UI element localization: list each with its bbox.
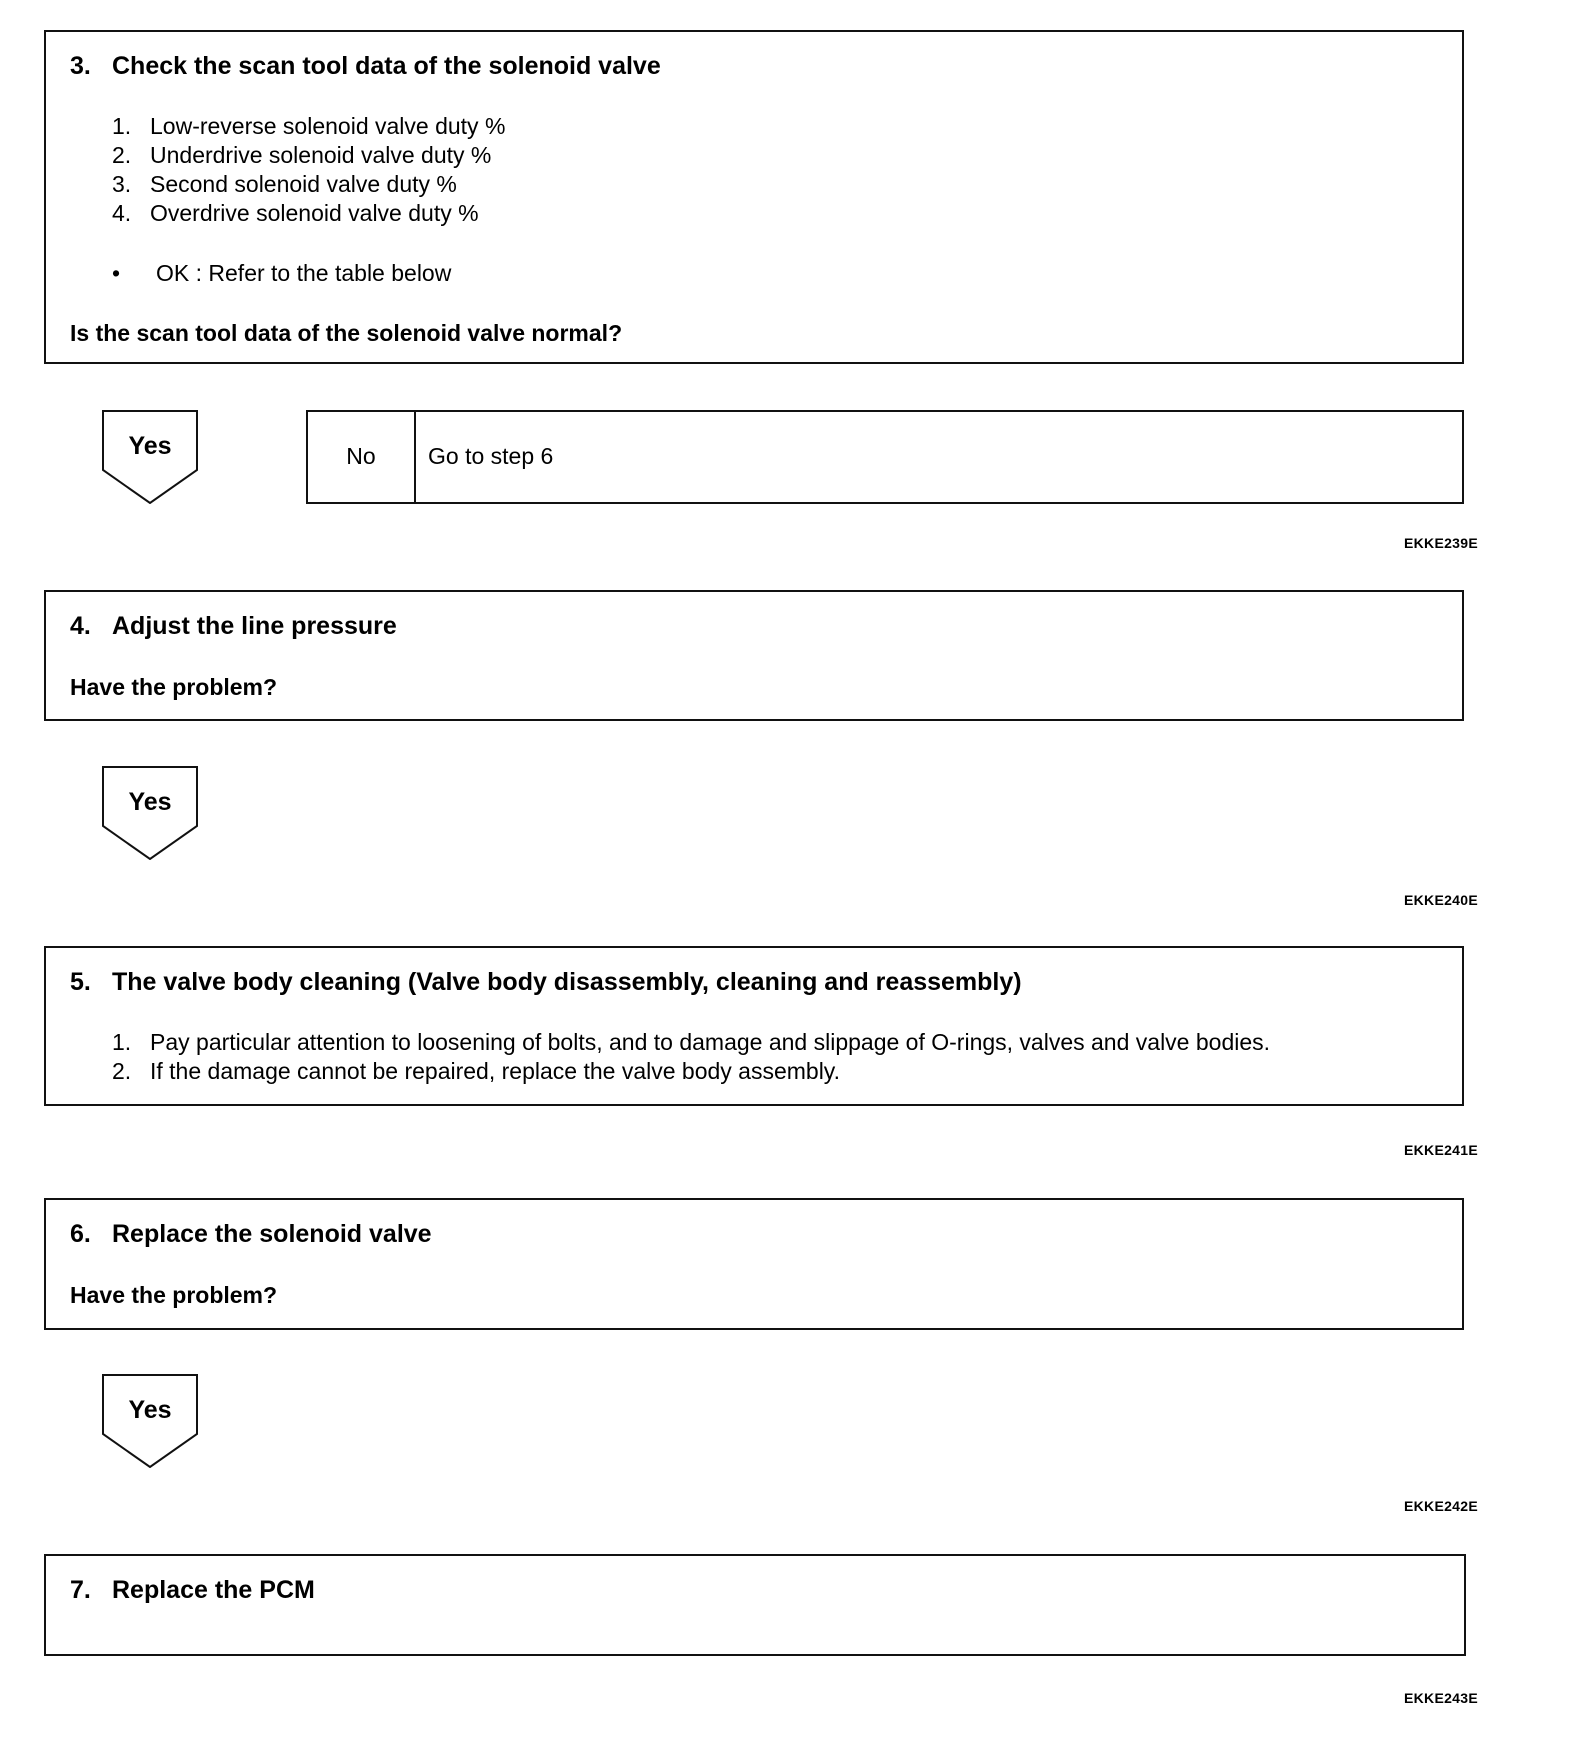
step-3-title: 3. Check the scan tool data of the solenoid valve: [70, 52, 661, 80]
figure-code: EKKE241E: [1404, 1142, 1478, 1158]
step-4-yes-arrow: Yes: [102, 766, 198, 860]
step-3-no-box: [306, 410, 1464, 504]
step-3-list: [112, 112, 505, 228]
figure-code: EKKE239E: [1404, 535, 1478, 551]
list-item: 4. Overdrive solenoid valve duty %: [112, 200, 479, 226]
step-5-title: 5. The valve body cleaning (Valve body disassembly, cleaning and reassembly): [70, 968, 1022, 996]
bullet-dot-icon: •: [112, 260, 121, 286]
step-5-box: [44, 946, 1464, 1106]
list-item: 3. Second solenoid valve duty %: [112, 171, 457, 197]
figure-code: EKKE240E: [1404, 892, 1478, 908]
no-label: No: [308, 412, 416, 502]
step-3-question: Is the scan tool data of the solenoid valve normal?: [70, 320, 623, 346]
figure-code: EKKE242E: [1404, 1498, 1478, 1514]
step-6-question: Have the problem?: [70, 1282, 278, 1308]
step-7-box: [44, 1554, 1466, 1656]
step-4-box: [44, 590, 1464, 721]
step-6-box: [44, 1198, 1464, 1330]
list-item: 2. Underdrive solenoid valve duty %: [112, 142, 492, 168]
step-6-title: 6. Replace the solenoid valve: [70, 1220, 432, 1248]
step-3-yes-arrow: Yes: [102, 410, 198, 504]
list-item: 1. Pay particular attention to loosening of bolts, and to damage and slippage of O-rings, valves and valve bodies.: [112, 1029, 1271, 1055]
figure-code: EKKE243E: [1404, 1690, 1478, 1706]
list-item: 2. If the damage cannot be repaired, replace the valve body assembly.: [112, 1058, 840, 1084]
step-4-question: Have the problem?: [70, 674, 278, 700]
no-action: Go to step 6: [428, 443, 554, 469]
step-7-title: 7. Replace the PCM: [70, 1576, 315, 1604]
step-3-box: [44, 30, 1464, 364]
step-3-ok-note: • OK : Refer to the table below: [112, 260, 452, 286]
step-6-yes-arrow: Yes: [102, 1374, 198, 1468]
list-item: 1. Low-reverse solenoid valve duty %: [112, 113, 506, 139]
step-4-title: 4. Adjust the line pressure: [70, 612, 397, 640]
step-5-list: [112, 1028, 1270, 1086]
